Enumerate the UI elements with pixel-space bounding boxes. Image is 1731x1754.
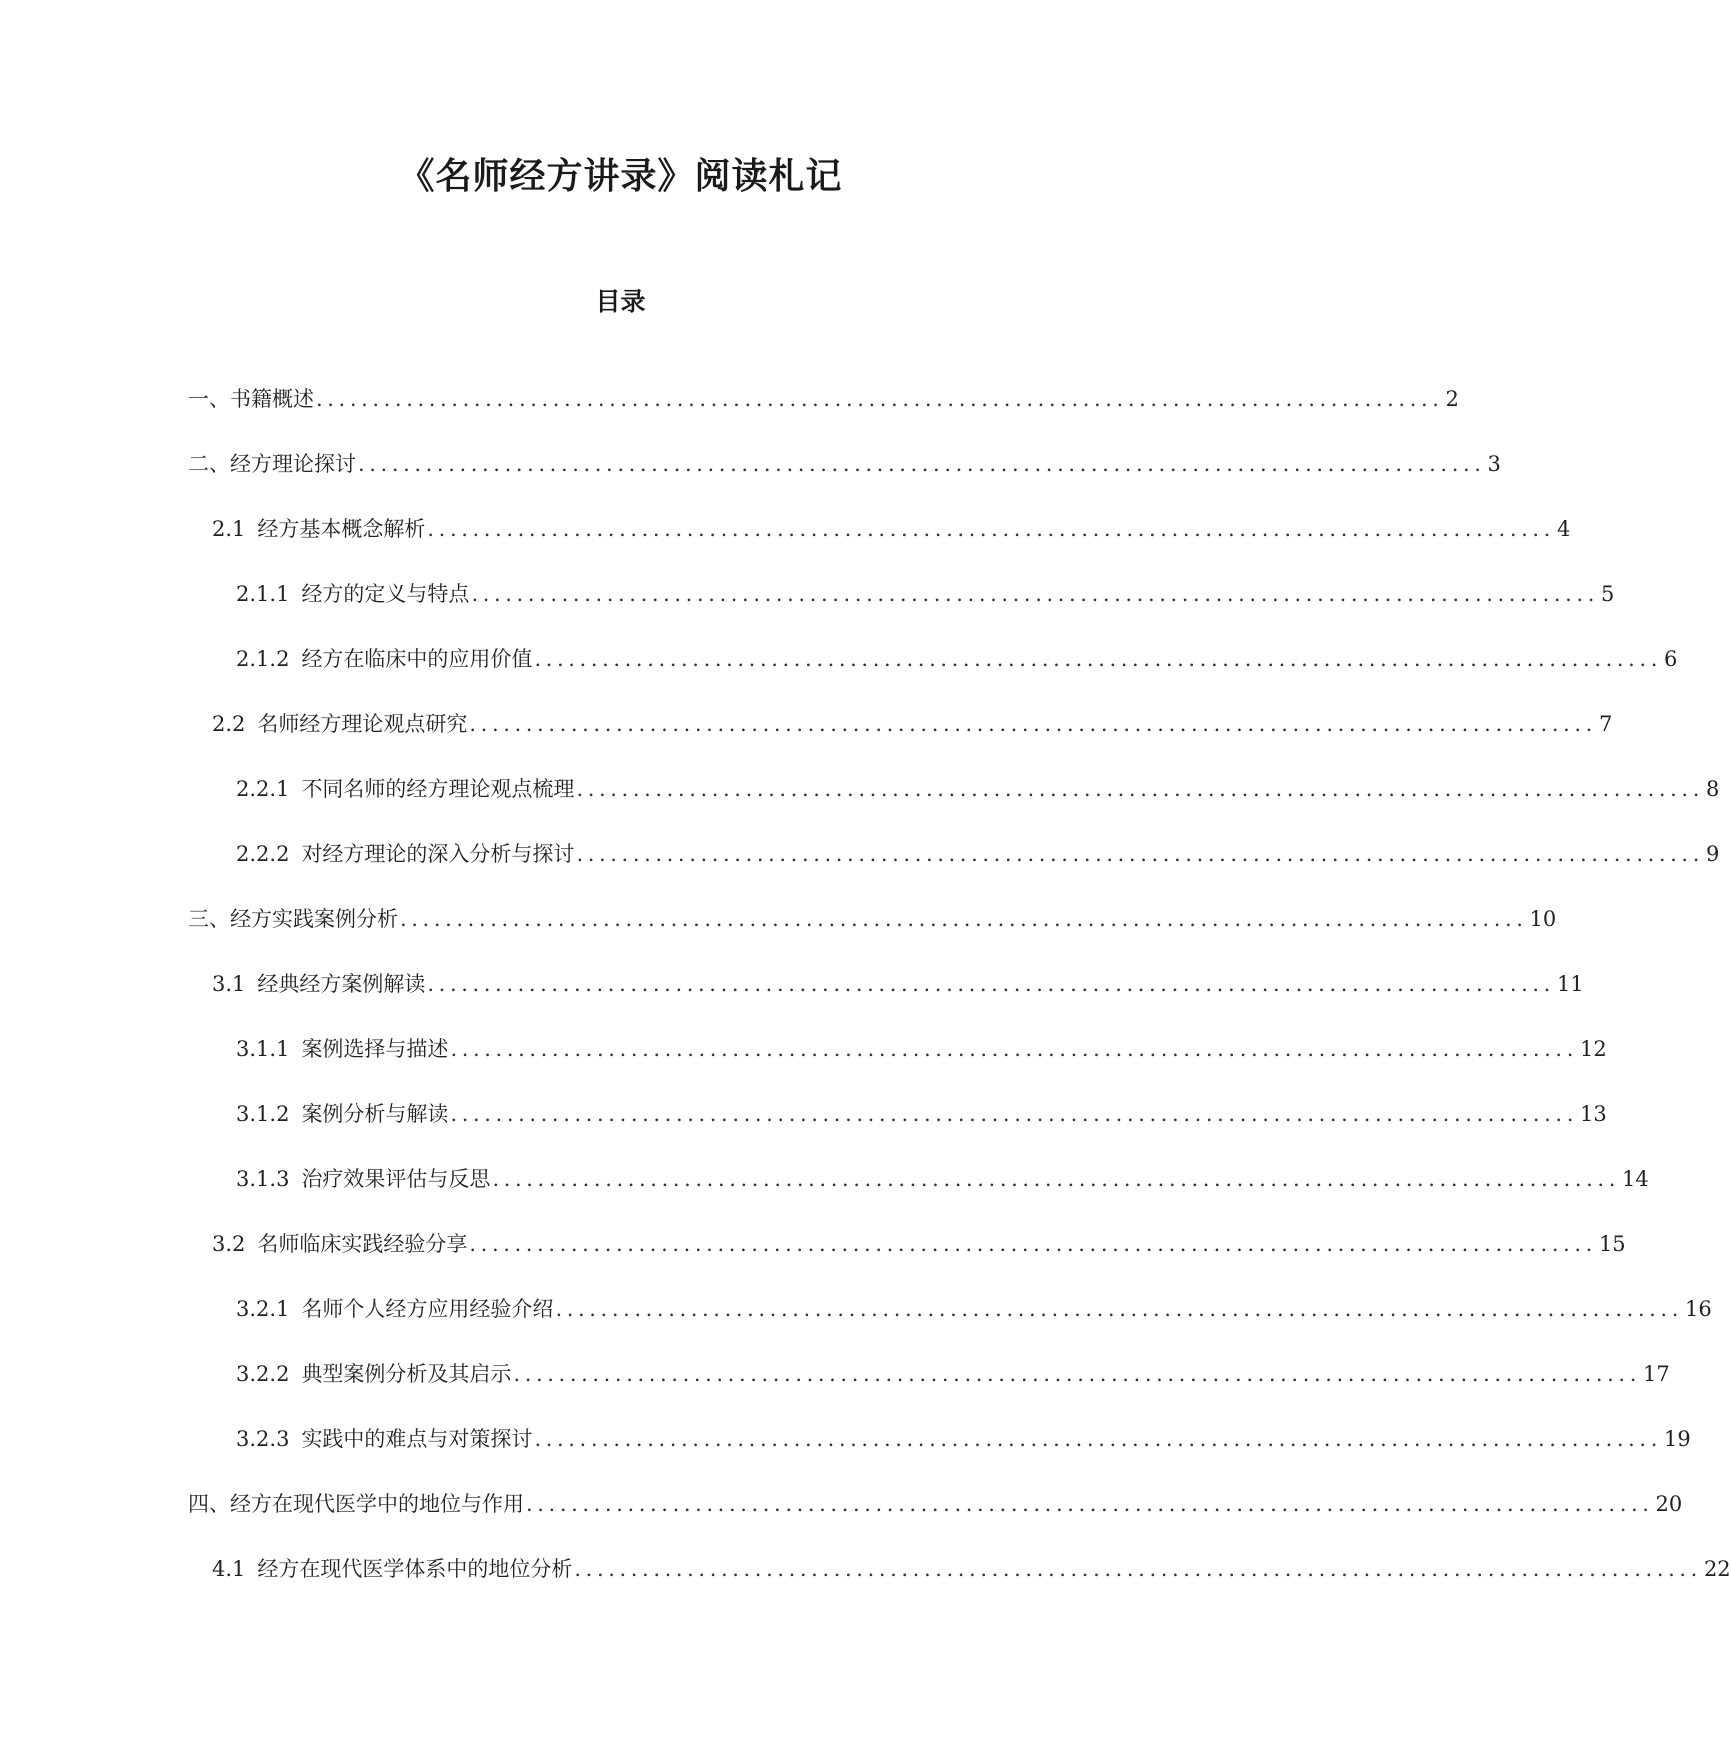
toc-entry[interactable] xyxy=(0,1554,1731,1619)
toc-entry[interactable] xyxy=(0,709,1613,774)
toc-leader-dots: .................................................................................................... xyxy=(534,1427,1662,1451)
toc-entry[interactable] xyxy=(0,1489,1683,1554)
toc-entry-page: 13 xyxy=(1579,1102,1607,1126)
toc-entry-number: 3.1.3 xyxy=(236,1167,290,1191)
toc-entry[interactable] xyxy=(0,449,1501,514)
toc-entry-page: 5 xyxy=(1600,582,1615,606)
toc-leader-dots: .................................................................................................... xyxy=(358,452,1486,476)
toc-entry[interactable] xyxy=(0,969,1584,1034)
toc-leader-dots: .................................................................................................... xyxy=(450,1102,1578,1126)
toc-entry-number: 2.2.1 xyxy=(236,777,290,801)
toc-entry[interactable] xyxy=(0,1034,1607,1099)
toc-entry[interactable] xyxy=(0,904,1557,969)
toc-entry-number: 4.1 xyxy=(212,1557,246,1581)
toc-leader-dots: .................................................................................................... xyxy=(450,1037,1578,1061)
toc-entry[interactable] xyxy=(0,1229,1626,1294)
toc-entry-page: 17 xyxy=(1642,1362,1670,1386)
toc-leader-dots: .................................................................................................... xyxy=(576,777,1704,801)
toc-entry-title: 名师个人经方应用经验介绍 xyxy=(301,1297,554,1321)
toc-entry[interactable] xyxy=(0,774,1720,839)
toc-entry-title: 治疗效果评估与反思 xyxy=(301,1167,491,1191)
toc-entry-page: 15 xyxy=(1598,1232,1626,1256)
toc-leader-dots: .................................................................................................... xyxy=(574,1557,1702,1581)
document-title: 《名师经方讲录》阅读札记 xyxy=(398,155,843,197)
toc-entry-title: 经方的定义与特点 xyxy=(301,582,470,606)
toc-entry[interactable] xyxy=(0,644,1678,709)
toc-entry-number: 3.1.1 xyxy=(236,1037,290,1061)
toc-entry[interactable] xyxy=(0,514,1571,579)
toc-entry-title: 经方在现代医学中的地位与作用 xyxy=(230,1492,524,1516)
toc-leader-dots: .................................................................................................... xyxy=(427,972,1555,996)
toc-entry-title: 经方实践案例分析 xyxy=(230,907,398,931)
toc-entry[interactable] xyxy=(0,1359,1670,1424)
toc-leader-dots: .................................................................................................... xyxy=(316,387,1444,411)
toc-entry-number: 3.2.2 xyxy=(236,1362,290,1386)
toc-entry-page: 14 xyxy=(1621,1167,1649,1191)
toc-leader-dots: .................................................................................................... xyxy=(400,907,1528,931)
toc-entry-number: 3.1.2 xyxy=(236,1102,290,1126)
toc-entry-page: 10 xyxy=(1529,907,1557,931)
toc-entry[interactable] xyxy=(0,1164,1649,1229)
toc-entry[interactable] xyxy=(0,579,1615,644)
toc-leader-dots: .................................................................................................... xyxy=(492,1167,1620,1191)
toc-entry-title: 经方在临床中的应用价值 xyxy=(301,647,533,671)
toc-entry-title: 名师经方理论观点研究 xyxy=(257,712,468,736)
toc-entry[interactable] xyxy=(0,1424,1691,1489)
toc-entry-page: 3 xyxy=(1487,452,1501,476)
toc-entry-page: 6 xyxy=(1663,647,1678,671)
toc-entry-page: 11 xyxy=(1556,972,1584,996)
toc-entry-number: 3.1 xyxy=(212,972,246,996)
toc-leader-dots: .................................................................................................... xyxy=(427,517,1555,541)
toc-entry-title: 经方在现代医学体系中的地位分析 xyxy=(257,1557,573,1581)
toc-entry-number: 3.2.3 xyxy=(236,1427,290,1451)
toc-entry-number: 3.2 xyxy=(212,1232,246,1256)
toc-leader-dots: .................................................................................................... xyxy=(576,842,1704,866)
toc-entry-title: 实践中的难点与对策探讨 xyxy=(301,1427,533,1451)
toc-entry[interactable] xyxy=(0,1294,1712,1359)
toc-leader-dots: .................................................................................................... xyxy=(471,582,1599,606)
toc-entry-page: 22 xyxy=(1703,1557,1731,1581)
toc-entry-title: 对经方理论的深入分析与探讨 xyxy=(301,842,575,866)
toc-entry-page: 7 xyxy=(1598,712,1613,736)
toc-entry-number: 一、 xyxy=(188,387,230,411)
toc-leader-dots: .................................................................................................... xyxy=(513,1362,1641,1386)
toc-entry-number: 3.2.1 xyxy=(236,1297,290,1321)
toc-entry-page: 2 xyxy=(1445,387,1459,411)
toc-entry[interactable] xyxy=(0,839,1720,904)
toc-entry[interactable] xyxy=(0,384,1459,449)
toc-leader-dots: .................................................................................................... xyxy=(534,647,1662,671)
toc-entry-title: 经典经方案例解读 xyxy=(257,972,426,996)
toc-heading: 目录 xyxy=(595,287,646,316)
toc-entry-number: 2.2.2 xyxy=(236,842,290,866)
toc-entry-page: 20 xyxy=(1655,1492,1683,1516)
toc-entry-number: 2.1.1 xyxy=(236,582,290,606)
toc-entry-page: 12 xyxy=(1579,1037,1607,1061)
toc-entry-title: 不同名师的经方理论观点梳理 xyxy=(301,777,575,801)
toc-entry-title: 经方理论探讨 xyxy=(230,452,356,476)
toc-entry-page: 8 xyxy=(1705,777,1720,801)
toc-entry-number: 2.2 xyxy=(212,712,246,736)
toc-entry-number: 2.1 xyxy=(212,517,246,541)
toc-entry-number: 四、 xyxy=(188,1492,230,1516)
toc-entry-page: 16 xyxy=(1684,1297,1712,1321)
toc-entry-title: 书籍概述 xyxy=(230,387,314,411)
toc-entry-page: 19 xyxy=(1663,1427,1691,1451)
toc-entry-number: 三、 xyxy=(188,907,230,931)
toc-entry-title: 典型案例分析及其启示 xyxy=(301,1362,512,1386)
toc-entry-page: 4 xyxy=(1556,517,1571,541)
toc-entry-title: 案例选择与描述 xyxy=(301,1037,449,1061)
toc-entry-number: 2.1.2 xyxy=(236,647,290,671)
toc-entry-title: 名师临床实践经验分享 xyxy=(257,1232,468,1256)
toc-entry[interactable] xyxy=(0,1099,1607,1164)
toc-leader-dots: .................................................................................................... xyxy=(555,1297,1683,1321)
toc-entry-page: 9 xyxy=(1705,842,1720,866)
toc-entry-title: 经方基本概念解析 xyxy=(257,517,426,541)
toc-leader-dots: .................................................................................................... xyxy=(526,1492,1654,1516)
toc-entry-number: 二、 xyxy=(188,452,230,476)
toc-entry-title: 案例分析与解读 xyxy=(301,1102,449,1126)
toc-leader-dots: .................................................................................................... xyxy=(469,712,1597,736)
table-of-contents xyxy=(0,384,1731,1619)
toc-leader-dots: .................................................................................................... xyxy=(469,1232,1597,1256)
